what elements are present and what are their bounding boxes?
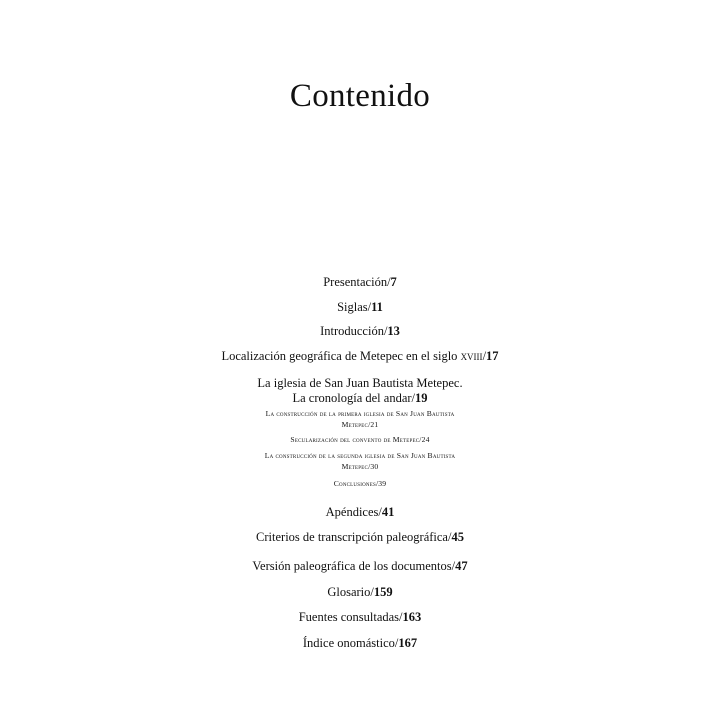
toc-entry-text: Fuentes consultadas/: [298, 610, 403, 624]
toc-entry-text: Índice onomástico/: [302, 636, 399, 650]
toc-entry-separator: /: [482, 349, 487, 363]
toc-entry-presentacion: [0, 275, 720, 290]
toc-entry-page: 21: [370, 420, 379, 429]
toc-entry-text: Glosario/: [327, 585, 374, 599]
toc-subentry-primera-iglesia: [0, 408, 720, 430]
toc-entry-version: [0, 559, 720, 574]
toc-entry-page: 19: [415, 391, 428, 405]
toc-subentry-segunda-iglesia: [0, 450, 720, 472]
toc-entry-text: Apéndices/: [325, 505, 382, 519]
toc-entry-fuentes: [0, 610, 720, 625]
toc-entry-line1: La construcción de la segunda iglesia de San Juan Bautista: [264, 451, 456, 460]
toc-entry-siglas: [0, 300, 720, 315]
toc-entry-page: 30: [370, 462, 379, 471]
toc-entry-page: 163: [402, 610, 422, 624]
toc-entry-line2: Metepec/: [341, 420, 371, 429]
toc-entry-text: Criterios de transcripción paleográfica/: [256, 530, 452, 544]
toc-entry-page: 17: [486, 349, 499, 363]
toc-entry-text: Siglas/: [337, 300, 372, 314]
toc-entry-text: Introducción/: [320, 324, 388, 338]
toc-entry-line1: La iglesia de San Juan Bautista Metepec.: [257, 376, 463, 390]
toc-entry-apendices: [0, 505, 720, 520]
toc-subentry-conclusiones: [0, 478, 720, 489]
toc-entry-page: 47: [455, 559, 468, 573]
toc-entry-text: Secularización del convento de Metepec/: [290, 435, 422, 444]
toc-entry-page: 24: [421, 435, 430, 444]
toc-entry-page: 7: [390, 275, 397, 289]
toc-entry-line2: Metepec/: [341, 462, 371, 471]
toc-entry-page: 13: [387, 324, 400, 338]
toc-entry-line2: La cronología del andar/: [292, 391, 416, 405]
toc-entry-page: 159: [373, 585, 393, 599]
toc-entry-page: 39: [378, 479, 387, 488]
toc-entry-century: xviii: [460, 349, 483, 363]
toc-entry-page: 41: [381, 505, 395, 519]
toc-entry-page: 45: [451, 530, 464, 544]
toc-entry-text: Localización geográfica de Metepec en el siglo: [221, 349, 461, 363]
toc-entry-page: 167: [398, 636, 418, 650]
toc-entry-iglesia: [0, 376, 720, 406]
page-title: Contenido: [289, 78, 431, 114]
toc-entry-text: Versión paleográfica de los documentos/: [252, 559, 456, 573]
toc-entry-text: Presentación/: [323, 275, 391, 289]
toc-entry-introduccion: [0, 324, 720, 339]
toc-entry-localizacion: [0, 349, 720, 364]
toc-entry-page: 11: [371, 300, 383, 314]
toc-entry-criterios: [0, 530, 720, 545]
toc-subentry-secularizacion: [0, 434, 720, 445]
toc-entry-line1: La construcción de la primera iglesia de San Juan Bautista: [265, 409, 455, 418]
toc-entry-glosario: [0, 585, 720, 600]
toc-entry-indice: [0, 636, 720, 651]
toc-entry-text: Conclusiones/: [333, 479, 379, 488]
